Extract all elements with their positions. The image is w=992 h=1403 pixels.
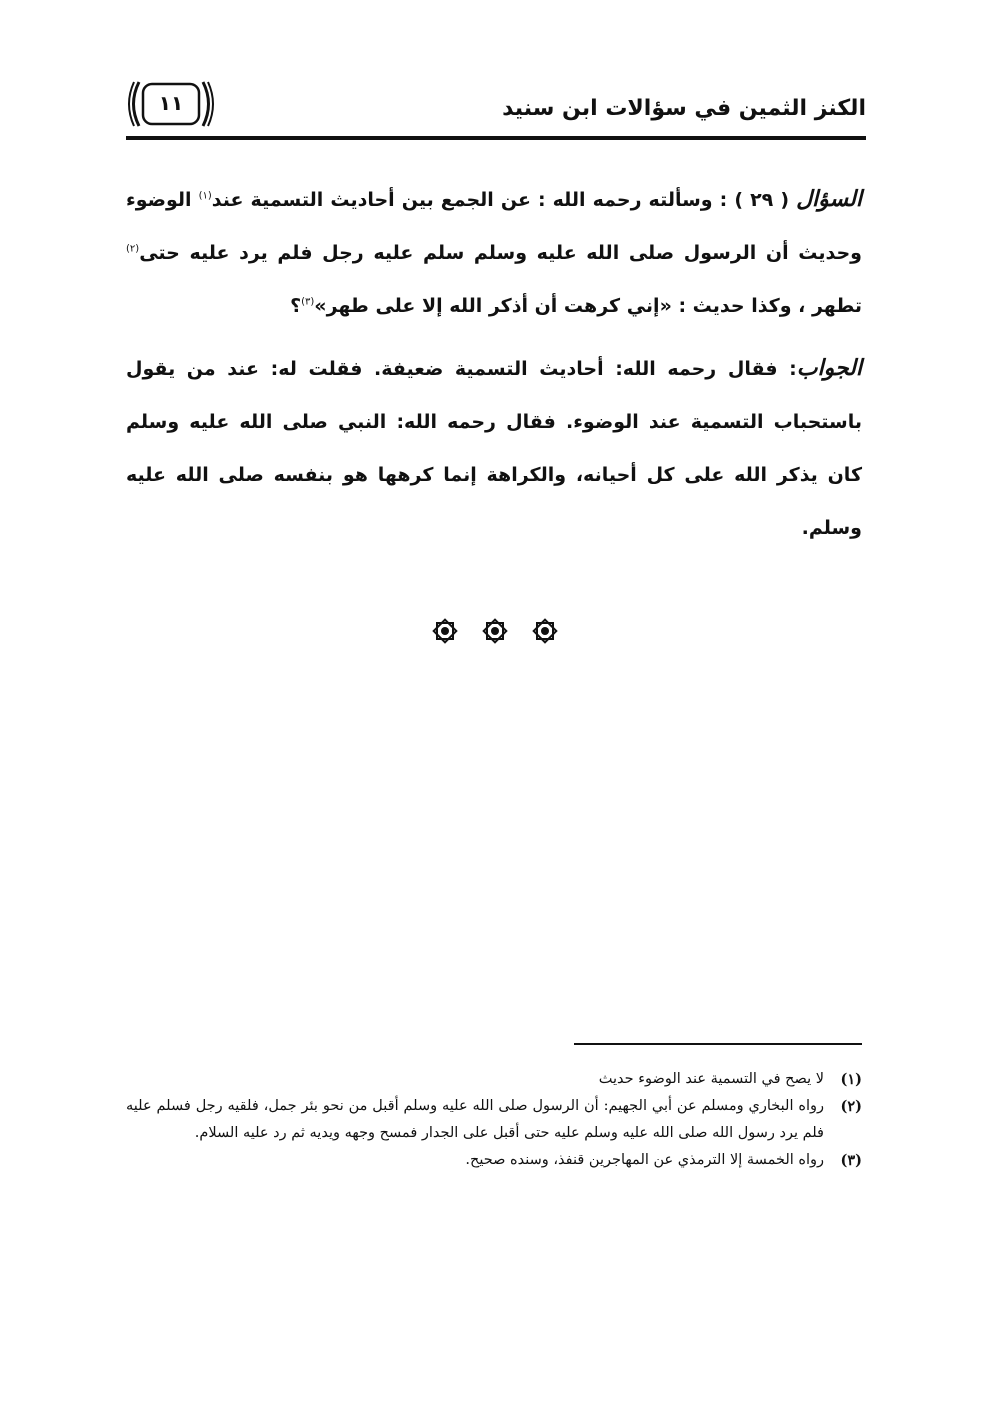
question-text-1: : وسألته رحمه الله : عن الجمع بين أحاديث التسمية عند xyxy=(211,189,728,211)
page-number-frame xyxy=(126,78,216,130)
footnote-text: رواه الخمسة إلا الترمذي عن المهاجرين قنفذ، وسنده صحيح. xyxy=(465,1152,824,1168)
footnote-number: (٢) xyxy=(840,1098,862,1115)
footnote-text: رواه البخاري ومسلم عن أبي الجهيم: أن الرسول صلى الله عليه وسلم أقبل من نحو بئر جمل، فلقيه رجل فسلم عليه فلم يرد رسول الله صلى الله عليه وسلم عليه حتى أقبل على الجدار فمسح وجهه ويديه ثم رد عليه السلام. xyxy=(126,1098,824,1141)
question-label: السؤال xyxy=(796,186,862,212)
footnote-ref-1: (١) xyxy=(198,190,212,202)
footnote-item xyxy=(126,1066,862,1093)
page-header xyxy=(126,78,866,140)
footnote-divider xyxy=(574,1043,862,1045)
footnote-number: (٣) xyxy=(840,1152,862,1169)
answer-label: الجواب xyxy=(796,355,862,381)
section-ornaments xyxy=(430,614,560,648)
question-text-2: الوضوء وحديث أن الرسول صلى الله عليه وسلم سلم عليه رجل فلم يرد عليه حتى xyxy=(126,189,862,264)
page-number: ١١ xyxy=(158,91,184,115)
answer-text: : فقال رحمه الله: أحاديث التسمية ضعيفة. فقلت له: عند من يقول باستحباب التسمية عند الوضوء. فقال رحمه الله: النبي صلى الله عليه وسلم كان يذكر الله على كل أحيانه، والكراهة إنما كرهها هو بنفسه صلى الله عليه وسلم. xyxy=(126,358,862,539)
footnote-item xyxy=(126,1093,862,1147)
eight-point-star-ornament-icon xyxy=(530,616,560,646)
footnote-ref-3: (٣) xyxy=(301,296,315,308)
eight-point-star-ornament-icon xyxy=(480,616,510,646)
question-paragraph xyxy=(126,173,862,333)
question-number: ( ٢٩ ) xyxy=(734,189,789,211)
footnote-number: (١) xyxy=(840,1071,862,1088)
answer-paragraph xyxy=(126,342,862,555)
eight-point-star-ornament-icon xyxy=(430,616,460,646)
header-divider xyxy=(126,136,866,140)
question-text-3: تطهر ، وكذا حديث : «إني كرهت أن أذكر الله إلا على طهر» xyxy=(314,295,862,317)
footnote-text: لا يصح في التسمية عند الوضوء حديث xyxy=(598,1071,824,1087)
book-title: الكنز الثمين في سؤالات ابن سنيد xyxy=(502,96,866,121)
footnote-ref-2: (٢) xyxy=(126,243,140,255)
footnotes xyxy=(126,1066,862,1174)
footnote-item xyxy=(126,1147,862,1174)
question-end-mark: ؟ xyxy=(290,295,302,317)
